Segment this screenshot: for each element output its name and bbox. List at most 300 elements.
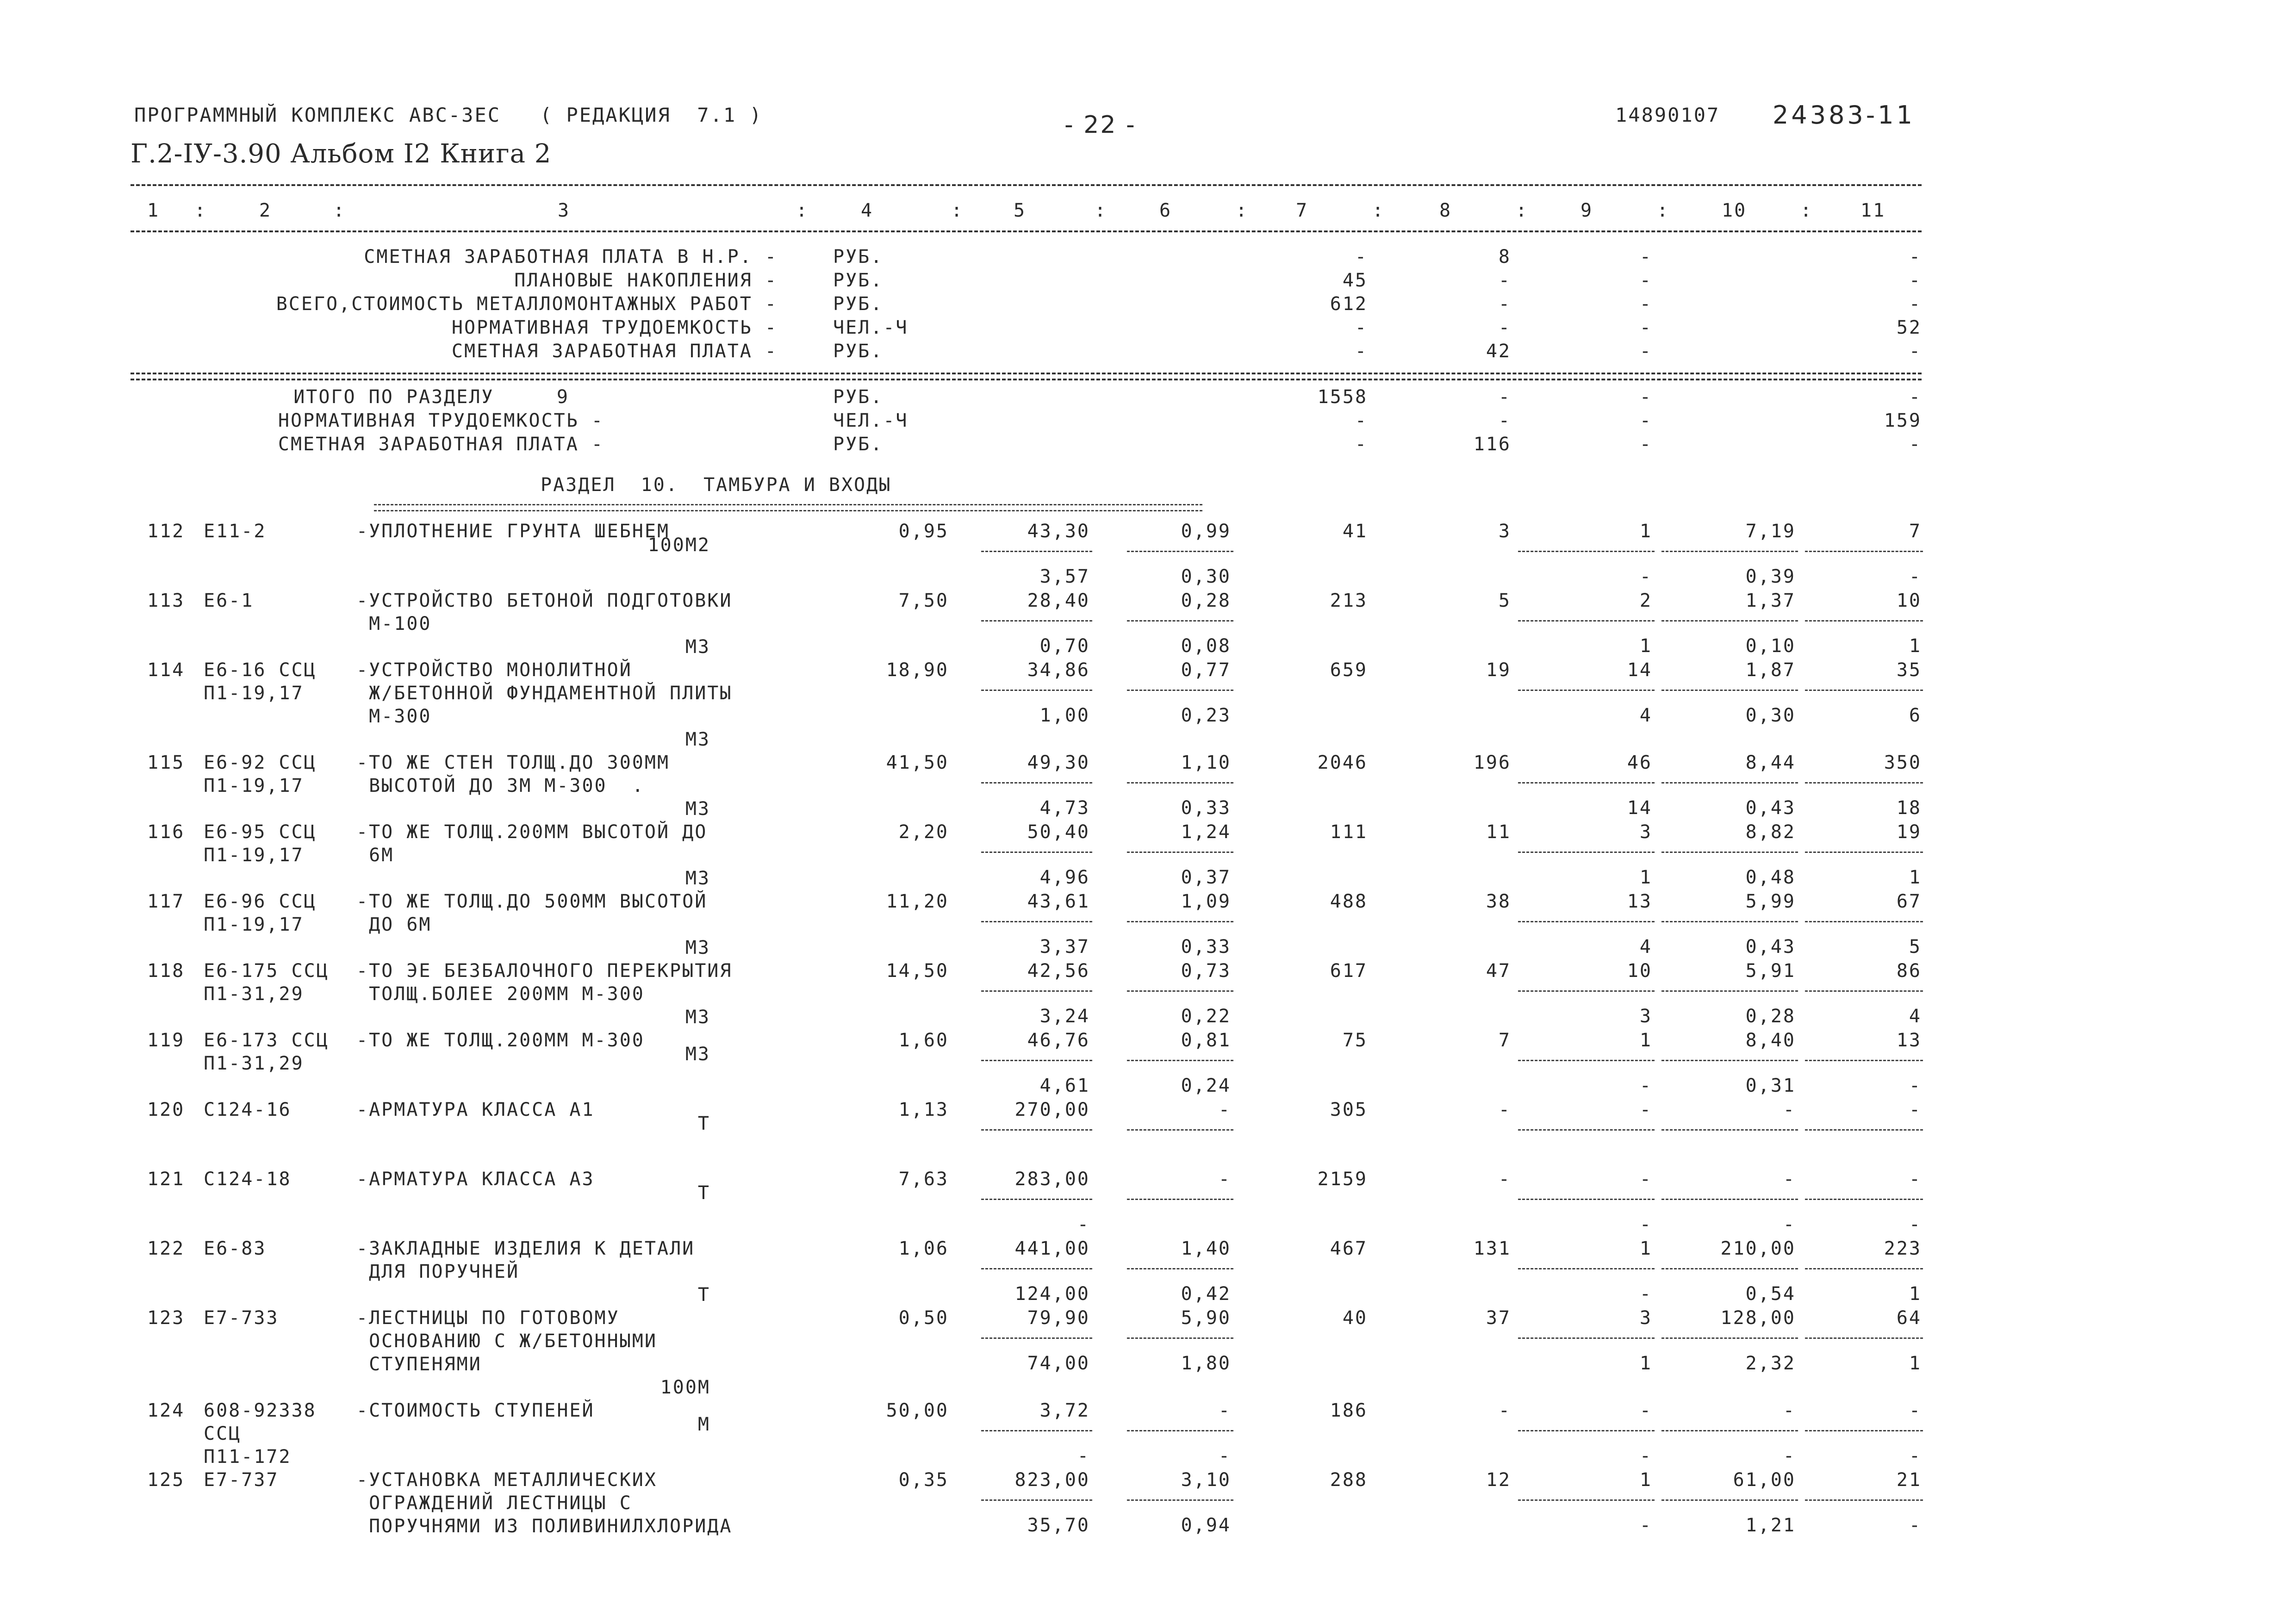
machine-wage: 0,37	[1181, 867, 1231, 888]
cell-rule	[1518, 1337, 1655, 1339]
column-header-7: 7	[1296, 200, 1309, 221]
item-code: П1-19,17	[204, 914, 304, 935]
col11-sub: 1	[1909, 635, 1922, 657]
summary-col11: -	[1909, 386, 1922, 408]
col10-sub: 0,43	[1745, 936, 1796, 958]
item-description: -ЛЕСТНИЦЫ ПО ГОТОВОМУ	[356, 1307, 620, 1329]
summary-col8: 116	[1473, 434, 1511, 455]
unit-wage: -	[1218, 1400, 1231, 1421]
cell-rule	[1805, 690, 1923, 691]
item-description: -УСТАНОВКА МЕТАЛЛИЧЕСКИХ	[356, 1469, 657, 1491]
item-number: 116	[147, 821, 185, 843]
item-code: Е6-83	[204, 1238, 267, 1259]
summary-col9: -	[1639, 386, 1652, 408]
cell-rule	[1127, 1337, 1233, 1339]
col10-sub: 0,54	[1745, 1283, 1796, 1305]
item-description: 6М	[356, 845, 394, 866]
machine-cost: 35,70	[1027, 1515, 1090, 1536]
total-wage: 5	[1498, 590, 1511, 611]
cell-rule	[1661, 852, 1798, 853]
cell-rule	[1661, 690, 1798, 691]
unit-wage: 1,10	[1181, 752, 1231, 773]
col11-value: 10	[1896, 590, 1922, 611]
item-quantity: 1,06	[898, 1238, 949, 1259]
item-code: Е7-733	[204, 1307, 279, 1329]
unit-wage: 1,40	[1181, 1238, 1231, 1259]
col10-value: 5,91	[1745, 960, 1796, 982]
item-description: ВЫСОТОЙ ДО 3М М-300 .	[356, 775, 645, 796]
column-header-9: 9	[1580, 200, 1593, 221]
col11-value: 7	[1909, 521, 1922, 542]
summary-col8: 42	[1486, 341, 1511, 362]
cell-rule	[1661, 1268, 1798, 1269]
cell-rule	[1661, 1060, 1798, 1061]
total-cost: 2046	[1317, 752, 1368, 773]
rule	[131, 230, 1922, 232]
cell-rule	[1805, 1268, 1923, 1269]
cell-rule	[981, 852, 1092, 853]
col11-value: 67	[1896, 891, 1922, 912]
summary-label: НОРМАТИВНАЯ ТРУДОЕМКОСТЬ -	[278, 410, 604, 431]
total-wage: -	[1498, 1400, 1511, 1421]
item-description: ОГРАЖДЕНИЙ ЛЕСТНИЦЫ С	[356, 1492, 632, 1514]
unit-wage: 0,28	[1181, 590, 1231, 611]
column-header-8: 8	[1439, 200, 1452, 221]
col10-value: 8,40	[1745, 1030, 1796, 1051]
machine-wage: 0,22	[1181, 1006, 1231, 1027]
cell-rule	[981, 1268, 1092, 1269]
col10-sub: 0,30	[1745, 705, 1796, 726]
unit-wage: -	[1218, 1169, 1231, 1190]
cell-rule	[981, 990, 1092, 992]
machine-cost: -	[1077, 1214, 1090, 1235]
cell-rule	[1661, 782, 1798, 784]
item-unit: Т	[697, 1182, 710, 1204]
col11-sub: 6	[1909, 705, 1922, 726]
rule	[131, 184, 1922, 186]
unit-cost: 270,00	[1014, 1099, 1090, 1120]
col10-value: -	[1783, 1400, 1796, 1421]
col10-value: 1,87	[1745, 659, 1796, 681]
summary-col7: -	[1355, 341, 1368, 362]
unit-wage: 1,09	[1181, 891, 1231, 912]
total-wage: 19	[1486, 659, 1511, 681]
column-separator: :	[194, 200, 207, 221]
cell-rule	[981, 690, 1092, 691]
summary-col8: -	[1498, 317, 1511, 338]
item-description: -ТО ЖЕ ТОЛЩ.200ММ М-300	[356, 1030, 645, 1051]
cell-rule	[1127, 1060, 1233, 1061]
col10-value: 1,37	[1745, 590, 1796, 611]
item-code: П11-172	[204, 1446, 292, 1468]
total-cost: 467	[1330, 1238, 1368, 1259]
col11-sub: -	[1909, 1214, 1922, 1235]
col10-sub: 1,21	[1745, 1515, 1796, 1536]
cell-rule	[1805, 782, 1923, 784]
item-quantity: 7,63	[898, 1169, 949, 1190]
machine-cost: 4,73	[1039, 797, 1090, 819]
col11-sub: 1	[1909, 1353, 1922, 1374]
summary-col11: -	[1909, 434, 1922, 455]
item-description: -ТО ЭЕ БЕЗБАЛОЧНОГО ПЕРЕКРЫТИЯ	[356, 960, 733, 982]
item-code: П1-19,17	[204, 845, 304, 866]
machine-wage: 0,42	[1181, 1283, 1231, 1305]
total-wage: -	[1498, 1169, 1511, 1190]
unit-wage: 5,90	[1181, 1307, 1231, 1329]
cell-rule	[1127, 1129, 1233, 1131]
item-description: -УПЛОТНЕНИЕ ГРУНТА ШЕБНЕМ	[356, 521, 670, 542]
cell-rule	[1518, 782, 1655, 784]
unit-cost: 34,86	[1027, 659, 1090, 681]
machine-cost: 4,96	[1039, 867, 1090, 888]
unit-cost: 441,00	[1014, 1238, 1090, 1259]
col9-sub: 3	[1639, 1006, 1652, 1027]
cell-rule	[1661, 990, 1798, 992]
machine-cost: 3,24	[1039, 1006, 1090, 1027]
col9-sub: -	[1639, 1214, 1652, 1235]
item-code: Е6-96 ССЦ	[204, 891, 317, 912]
summary-col7: -	[1355, 410, 1368, 431]
item-quantity: 2,20	[898, 821, 949, 843]
rule	[131, 373, 1922, 374]
summary-label: НОРМАТИВНАЯ ТРУДОЕМКОСТЬ -	[451, 317, 778, 338]
cell-rule	[1661, 1129, 1798, 1131]
item-description: -ЗАКЛАДНЫЕ ИЗДЕЛИЯ К ДЕТАЛИ	[356, 1238, 695, 1259]
machine-wage: 0,30	[1181, 566, 1231, 587]
unit-cost: 283,00	[1014, 1169, 1090, 1190]
col9-sub: 1	[1639, 867, 1652, 888]
item-description: -ТО ЖЕ СТЕН ТОЛЩ.ДО 300ММ	[356, 752, 670, 773]
cell-rule	[1518, 921, 1655, 922]
total-cost: 41	[1342, 521, 1368, 542]
album-title: Г.2-IУ-3.90 Альбом I2 Книга 2	[131, 139, 552, 169]
col9-value: 3	[1639, 1307, 1652, 1329]
cell-rule	[981, 620, 1092, 622]
item-quantity: 7,50	[898, 590, 949, 611]
item-code: Е11-2	[204, 521, 267, 542]
item-quantity: 18,90	[886, 659, 949, 681]
unit-cost: 43,30	[1027, 521, 1090, 542]
total-cost: 288	[1330, 1469, 1368, 1491]
col9-sub: 1	[1639, 1353, 1652, 1374]
col11-value: 21	[1896, 1469, 1922, 1491]
col11-sub: -	[1909, 1515, 1922, 1536]
unit-wage: 1,24	[1181, 821, 1231, 843]
col11-sub: -	[1909, 1075, 1922, 1096]
unit-wage: 0,81	[1181, 1030, 1231, 1051]
machine-wage: 1,80	[1181, 1353, 1231, 1374]
cell-rule	[1127, 1268, 1233, 1269]
col11-value: 19	[1896, 821, 1922, 843]
col11-value: 35	[1896, 659, 1922, 681]
col9-sub: -	[1639, 1283, 1652, 1305]
cell-rule	[1805, 852, 1923, 853]
unit-cost: 3,72	[1039, 1400, 1090, 1421]
item-description: -ТО ЖЕ ТОЛЩ.ДО 500ММ ВЫСОТОЙ	[356, 891, 708, 912]
machine-wage: 0,23	[1181, 705, 1231, 726]
item-quantity: 1,60	[898, 1030, 949, 1051]
machine-cost: 1,00	[1039, 705, 1090, 726]
col9-value: 1	[1639, 1238, 1652, 1259]
total-wage: 7	[1498, 1030, 1511, 1051]
col11-sub: 4	[1909, 1006, 1922, 1027]
total-cost: 617	[1330, 960, 1368, 982]
item-number: 124	[147, 1400, 185, 1421]
column-separator: :	[1657, 200, 1670, 221]
total-cost: 111	[1330, 821, 1368, 843]
col11-sub: 1	[1909, 867, 1922, 888]
summary-col8: -	[1498, 270, 1511, 291]
column-separator: :	[1516, 200, 1529, 221]
summary-col9: -	[1639, 317, 1652, 338]
item-description: ДЛЯ ПОРУЧНЕЙ	[356, 1261, 520, 1282]
col9-sub: 14	[1627, 797, 1652, 819]
item-code: Е6-16 ССЦ	[204, 659, 317, 681]
machine-cost: 0,70	[1039, 635, 1090, 657]
item-number: 125	[147, 1469, 185, 1491]
summary-unit: РУБ.	[833, 386, 884, 408]
col11-sub: 1	[1909, 1283, 1922, 1305]
total-wage: 11	[1486, 821, 1511, 843]
total-wage: 12	[1486, 1469, 1511, 1491]
unit-cost: 823,00	[1014, 1469, 1090, 1491]
col10-sub: 0,48	[1745, 867, 1796, 888]
col9-value: 1	[1639, 1469, 1652, 1491]
unit-wage: 3,10	[1181, 1469, 1231, 1491]
col10-sub: 0,28	[1745, 1006, 1796, 1027]
column-separator: :	[333, 200, 346, 221]
item-description: СТУПЕНЯМИ	[356, 1354, 482, 1375]
document-code: 14890107	[1615, 104, 1720, 126]
item-unit: М3	[685, 636, 710, 658]
total-wage: -	[1498, 1099, 1511, 1120]
summary-unit: РУБ.	[833, 293, 884, 315]
item-unit: Т	[697, 1284, 710, 1306]
summary-col9: -	[1639, 434, 1652, 455]
col11-sub: -	[1909, 1445, 1922, 1467]
handwritten-number: 24383-11	[1773, 100, 1915, 130]
machine-cost: 124,00	[1014, 1283, 1090, 1305]
col10-sub: 2,32	[1745, 1353, 1796, 1374]
cell-rule	[1805, 551, 1923, 552]
summary-col11: -	[1909, 270, 1922, 291]
item-number: 114	[147, 659, 185, 681]
item-code: П1-19,17	[204, 683, 304, 704]
summary-unit: ЧЕЛ.-Ч	[833, 410, 908, 431]
total-wage: 38	[1486, 891, 1511, 912]
cell-rule	[981, 551, 1092, 552]
summary-col7: 1558	[1317, 386, 1368, 408]
column-separator: :	[1372, 200, 1385, 221]
summary-col9: -	[1639, 293, 1652, 315]
item-unit: 100М2	[647, 535, 710, 556]
total-cost: 305	[1330, 1099, 1368, 1120]
cell-rule	[1805, 1499, 1923, 1501]
unit-cost: 43,61	[1027, 891, 1090, 912]
summary-col8: -	[1498, 293, 1511, 315]
col9-value: 14	[1627, 659, 1652, 681]
unit-cost: 42,56	[1027, 960, 1090, 982]
total-cost: 75	[1342, 1030, 1368, 1051]
column-separator: :	[796, 200, 809, 221]
item-code: Е7-737	[204, 1469, 279, 1491]
summary-col11: 159	[1884, 410, 1922, 431]
item-number: 120	[147, 1099, 185, 1120]
item-quantity: 50,00	[886, 1400, 949, 1421]
item-code: Е6-1	[204, 590, 254, 611]
summary-col7: 45	[1342, 270, 1368, 291]
summary-col8: -	[1498, 410, 1511, 431]
cell-rule	[1661, 1430, 1798, 1431]
col10-value: -	[1783, 1099, 1796, 1120]
cell-rule	[1127, 1199, 1233, 1200]
cell-rule	[1518, 1268, 1655, 1269]
column-separator: :	[1800, 200, 1813, 221]
cell-rule	[1805, 1060, 1923, 1061]
item-description: -УСТРОЙСТВО МОНОЛИТНОЙ	[356, 659, 632, 681]
item-quantity: 0,35	[898, 1469, 949, 1491]
summary-unit: РУБ.	[833, 434, 884, 455]
machine-cost: -	[1077, 1445, 1090, 1467]
col11-value: -	[1909, 1400, 1922, 1421]
section-underline	[374, 504, 1202, 505]
item-quantity: 0,95	[898, 521, 949, 542]
total-wage: 131	[1473, 1238, 1511, 1259]
total-wage: 37	[1486, 1307, 1511, 1329]
col11-value: 350	[1884, 752, 1922, 773]
total-cost: 659	[1330, 659, 1368, 681]
machine-wage: -	[1218, 1445, 1231, 1467]
col11-value: 13	[1896, 1030, 1922, 1051]
col10-value: 5,99	[1745, 891, 1796, 912]
summary-label: ПЛАНОВЫЕ НАКОПЛЕНИЯ -	[514, 270, 778, 291]
summary-col7: 612	[1330, 293, 1368, 315]
item-description: ТОЛЩ.БОЛЕЕ 200ММ М-300	[356, 983, 645, 1005]
col10-value: -	[1783, 1169, 1796, 1190]
program-title: ПРОГРАММНЫЙ КОМПЛЕКС АВС-3ЕС ( РЕДАКЦИЯ 7.1 )	[134, 104, 763, 126]
item-description: М-100	[356, 613, 432, 634]
item-number: 115	[147, 752, 185, 773]
unit-wage: 0,99	[1181, 521, 1231, 542]
summary-col7: -	[1355, 434, 1368, 455]
cell-rule	[1518, 1199, 1655, 1200]
unit-cost: 28,40	[1027, 590, 1090, 611]
summary-col11: -	[1909, 341, 1922, 362]
item-description: -АРМАТУРА КЛАССА А3	[356, 1169, 595, 1190]
summary-col7: -	[1355, 246, 1368, 267]
summary-label: СМЕТНАЯ ЗАРАБОТНАЯ ПЛАТА -	[451, 341, 778, 362]
section-underline	[374, 510, 1202, 511]
col9-value: 1	[1639, 1030, 1652, 1051]
item-quantity: 0,50	[898, 1307, 949, 1329]
item-code: Е6-173 ССЦ	[204, 1030, 329, 1051]
cell-rule	[981, 1129, 1092, 1131]
item-number: 121	[147, 1169, 185, 1190]
column-header-2: 2	[259, 200, 272, 221]
rule	[131, 379, 1922, 380]
machine-wage: 0,08	[1181, 635, 1231, 657]
cell-rule	[1518, 1430, 1655, 1431]
cell-rule	[1805, 1337, 1923, 1339]
cell-rule	[1661, 1499, 1798, 1501]
unit-cost: 46,76	[1027, 1030, 1090, 1051]
summary-col9: -	[1639, 341, 1652, 362]
col11-sub: -	[1909, 566, 1922, 587]
item-quantity: 1,13	[898, 1099, 949, 1120]
total-cost: 213	[1330, 590, 1368, 611]
item-number: 119	[147, 1030, 185, 1051]
summary-label: СМЕТНАЯ ЗАРАБОТНАЯ ПЛАТА -	[278, 434, 604, 455]
item-code: Е6-175 ССЦ	[204, 960, 329, 982]
column-separator: :	[1236, 200, 1249, 221]
col9-value: 1	[1639, 521, 1652, 542]
cell-rule	[1127, 1430, 1233, 1431]
item-number: 112	[147, 521, 185, 542]
summary-unit: РУБ.	[833, 270, 884, 291]
item-number: 122	[147, 1238, 185, 1259]
summary-col11: -	[1909, 246, 1922, 267]
machine-wage: 0,94	[1181, 1515, 1231, 1536]
total-cost: 40	[1342, 1307, 1368, 1329]
cell-rule	[1518, 1129, 1655, 1131]
summary-unit: РУБ.	[833, 246, 884, 267]
summary-col11: -	[1909, 293, 1922, 315]
cell-rule	[1518, 990, 1655, 992]
unit-wage: 0,73	[1181, 960, 1231, 982]
item-code: Е6-92 ССЦ	[204, 752, 317, 773]
item-unit: Т	[697, 1113, 710, 1134]
cell-rule	[1127, 990, 1233, 992]
cell-rule	[981, 1499, 1092, 1501]
col10-value: 8,82	[1745, 821, 1796, 843]
item-code: П1-19,17	[204, 775, 304, 796]
col9-value: -	[1639, 1400, 1652, 1421]
item-description: -УСТРОЙСТВО БЕТОНОЙ ПОДГОТОВКИ	[356, 590, 733, 611]
item-description: Ж/БЕТОННОЙ ФУНДАМЕНТНОЙ ПЛИТЫ	[356, 683, 733, 704]
item-unit: М3	[685, 729, 710, 750]
column-header-1: 1	[147, 200, 160, 221]
item-number: 117	[147, 891, 185, 912]
cell-rule	[1805, 921, 1923, 922]
cell-rule	[1518, 551, 1655, 552]
col10-value: 8,44	[1745, 752, 1796, 773]
machine-cost: 3,57	[1039, 566, 1090, 587]
col11-value: 223	[1884, 1238, 1922, 1259]
col9-sub: 1	[1639, 635, 1652, 657]
summary-col7: -	[1355, 317, 1368, 338]
unit-wage: 0,77	[1181, 659, 1231, 681]
item-quantity: 11,20	[886, 891, 949, 912]
cell-rule	[1127, 782, 1233, 784]
cell-rule	[1518, 620, 1655, 622]
item-unit: М3	[685, 1044, 710, 1065]
total-wage: 3	[1498, 521, 1511, 542]
col11-value: -	[1909, 1169, 1922, 1190]
item-code: ССЦ	[204, 1423, 242, 1444]
col9-sub: 4	[1639, 705, 1652, 726]
column-separator: :	[951, 200, 964, 221]
cell-rule	[981, 921, 1092, 922]
col11-value: 86	[1896, 960, 1922, 982]
cell-rule	[1805, 1199, 1923, 1200]
item-unit: М3	[685, 937, 710, 958]
column-separator: :	[1095, 200, 1108, 221]
cell-rule	[1127, 551, 1233, 552]
cell-rule	[1805, 990, 1923, 992]
summary-label: ВСЕГО,СТОИМОСТЬ МЕТАЛЛОМОНТАЖНЫХ РАБОТ -	[276, 293, 778, 315]
cell-rule	[1127, 1499, 1233, 1501]
total-cost: 186	[1330, 1400, 1368, 1421]
